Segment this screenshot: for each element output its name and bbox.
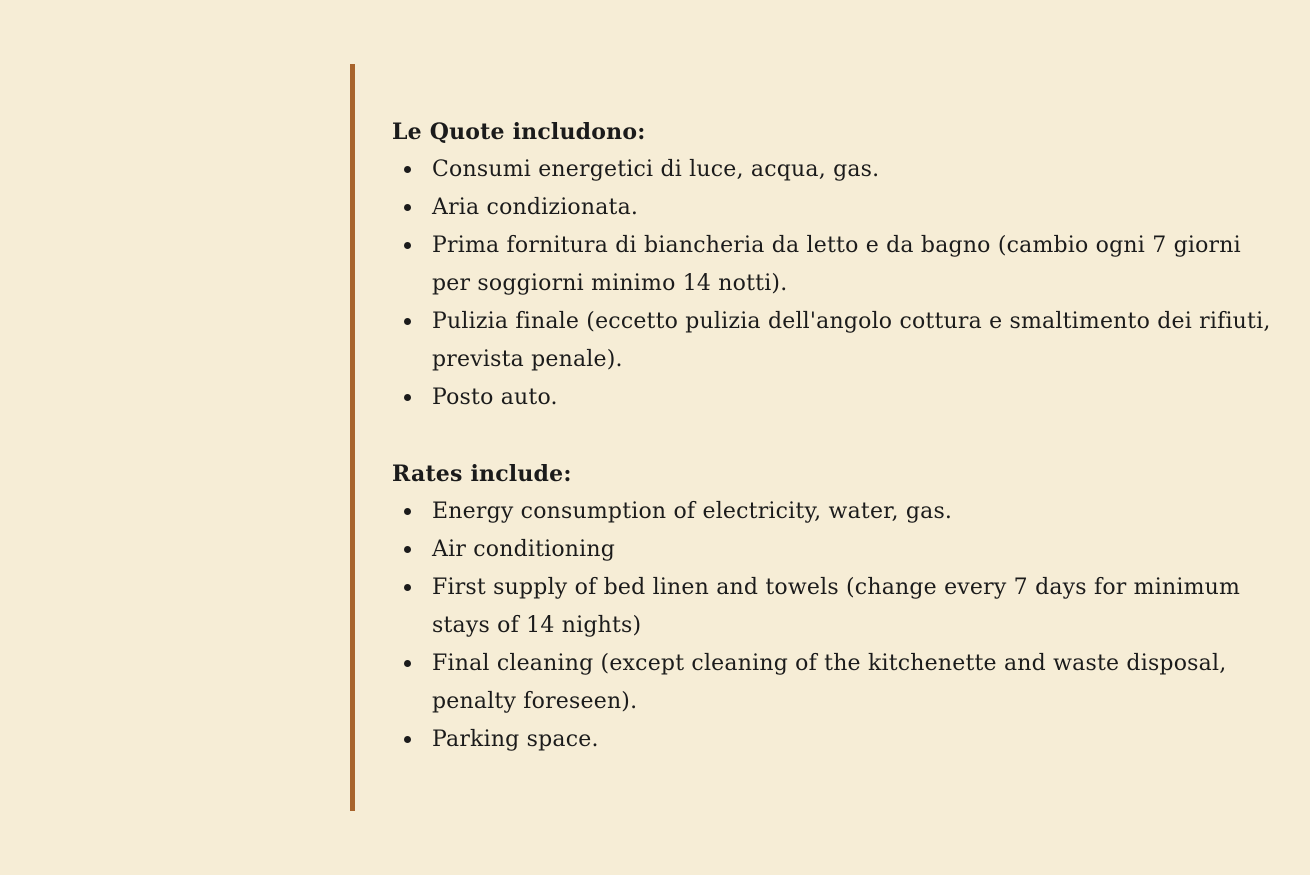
bullet-icon [404,736,411,743]
bullet-icon [404,242,411,249]
list-item [392,531,1272,569]
bullet-icon [404,584,411,591]
italian-section [392,113,1272,417]
bullet-icon [404,204,411,211]
english-section [392,455,1272,759]
list-item [392,227,1272,303]
list-item [392,303,1272,379]
bullet-icon [404,660,411,667]
list-item-text: First supply of bed linen and towels (change every 7 days for minimum stays of 14 nights) [432,575,1241,638]
italian-list [392,151,1272,417]
list-item-text: Prima fornitura di biancheria da letto e da bagno (cambio ogni 7 giorni per soggiorni minimo 14 notti). [432,233,1241,296]
bullet-icon [404,394,411,401]
list-item-text: Pulizia finale (eccetto pulizia dell'angolo cottura e smaltimento dei rifiuti, prevista penale). [432,309,1271,372]
list-item-text: Aria condizionata. [432,195,639,220]
rates-content [392,113,1272,759]
list-item-text: Parking space. [432,727,599,752]
accent-divider-line [350,64,355,811]
list-item [392,493,1272,531]
list-item [392,721,1272,759]
bullet-icon [404,166,411,173]
list-item-text: Consumi energetici di luce, acqua, gas. [432,157,880,182]
bullet-icon [404,546,411,553]
list-item-text: Energy consumption of electricity, water, gas. [432,499,953,524]
list-item [392,569,1272,645]
list-item [392,379,1272,417]
italian-heading: Le Quote includono: [392,119,646,145]
list-item [392,151,1272,189]
english-heading: Rates include: [392,461,572,487]
list-item-text: Final cleaning (except cleaning of the kitchenette and waste disposal, penalty foreseen). [432,651,1227,714]
list-item [392,189,1272,227]
bullet-icon [404,318,411,325]
list-item-text: Air conditioning [432,537,616,562]
list-item-text: Posto auto. [432,385,558,410]
english-list [392,493,1272,759]
bullet-icon [404,508,411,515]
list-item [392,645,1272,721]
